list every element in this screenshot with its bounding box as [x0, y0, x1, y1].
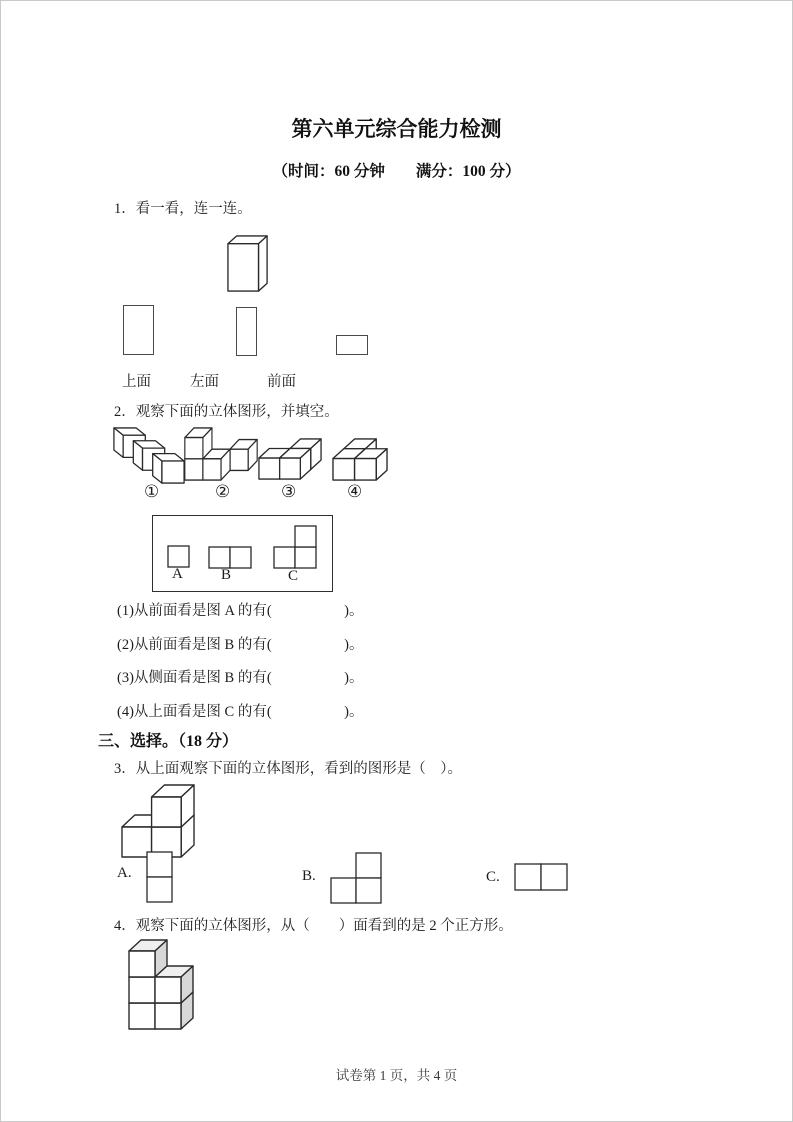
q3-option-b-label: B. [302, 868, 316, 884]
q2-view-a-figure [167, 545, 190, 568]
q2-figure-label-4: ④ [347, 482, 363, 501]
exam-meta: （时间：60 分钟 满分：100 分） [272, 163, 521, 180]
q2-figure-label-1: ① [144, 482, 160, 501]
q3-option-a-label: A. [117, 865, 132, 881]
q1-cuboid-figure [227, 235, 269, 293]
q1-view-label-front: 前面 [267, 374, 296, 390]
q2-box-label-a: A [172, 566, 183, 582]
q1-view-label-left: 左面 [190, 374, 219, 390]
q2-solid-figure-4 [332, 438, 388, 481]
q1-left-view-rect [236, 307, 257, 356]
q2-views-box [152, 515, 333, 592]
q2-text: 2．观察下面的立体图形，并填空。 [114, 404, 339, 420]
q2-figure-label-3: ③ [281, 482, 297, 501]
q2-subquestion-3: (3)从侧面看是图 B 的有( )。 [117, 670, 364, 686]
q2-box-label-c: C [288, 568, 299, 584]
q1-text: 1．看一看，连一连。 [114, 201, 252, 217]
q2-subquestion-1: (1)从前面看是图 A 的有( )。 [117, 603, 364, 619]
q3-solid-figure [121, 784, 195, 858]
q2-solid-figure-3 [258, 438, 322, 480]
q1-view-label-top: 上面 [122, 374, 151, 390]
q2-box-label-b: B [221, 567, 232, 583]
q4-solid-figure [128, 939, 194, 1030]
section-3-header: 三、选择。（18 分） [98, 733, 239, 750]
q3-option-b-figure [330, 852, 383, 904]
q2-view-c-figure [273, 525, 317, 569]
q2-subquestion-2: (2)从前面看是图 B 的有( )。 [117, 637, 364, 653]
q1-top-view-rect [123, 305, 154, 355]
q3-text: 3．从上面观察下面的立体图形，看到的图形是（ ）。 [114, 761, 462, 777]
q1-front-view-rect [336, 335, 368, 355]
footer-page-number: 试卷第 1 页，共 4 页 [335, 1068, 458, 1083]
q4-text: 4．观察下面的立体图形，从（ ）面看到的是 2 个正方形。 [114, 918, 513, 934]
q3-option-a-figure [146, 851, 173, 903]
q2-view-b-figure [208, 546, 252, 569]
page-title: 第六单元综合能力检测 [291, 117, 502, 141]
q3-option-c-label: C. [486, 869, 500, 885]
q2-figure-label-2: ② [215, 482, 231, 501]
q2-solid-figure-2 [184, 427, 258, 481]
q2-subquestion-4: (4)从上面看是图 C 的有( )。 [117, 704, 364, 720]
q2-solid-figure-1 [113, 427, 185, 484]
q3-option-c-figure [514, 863, 569, 892]
